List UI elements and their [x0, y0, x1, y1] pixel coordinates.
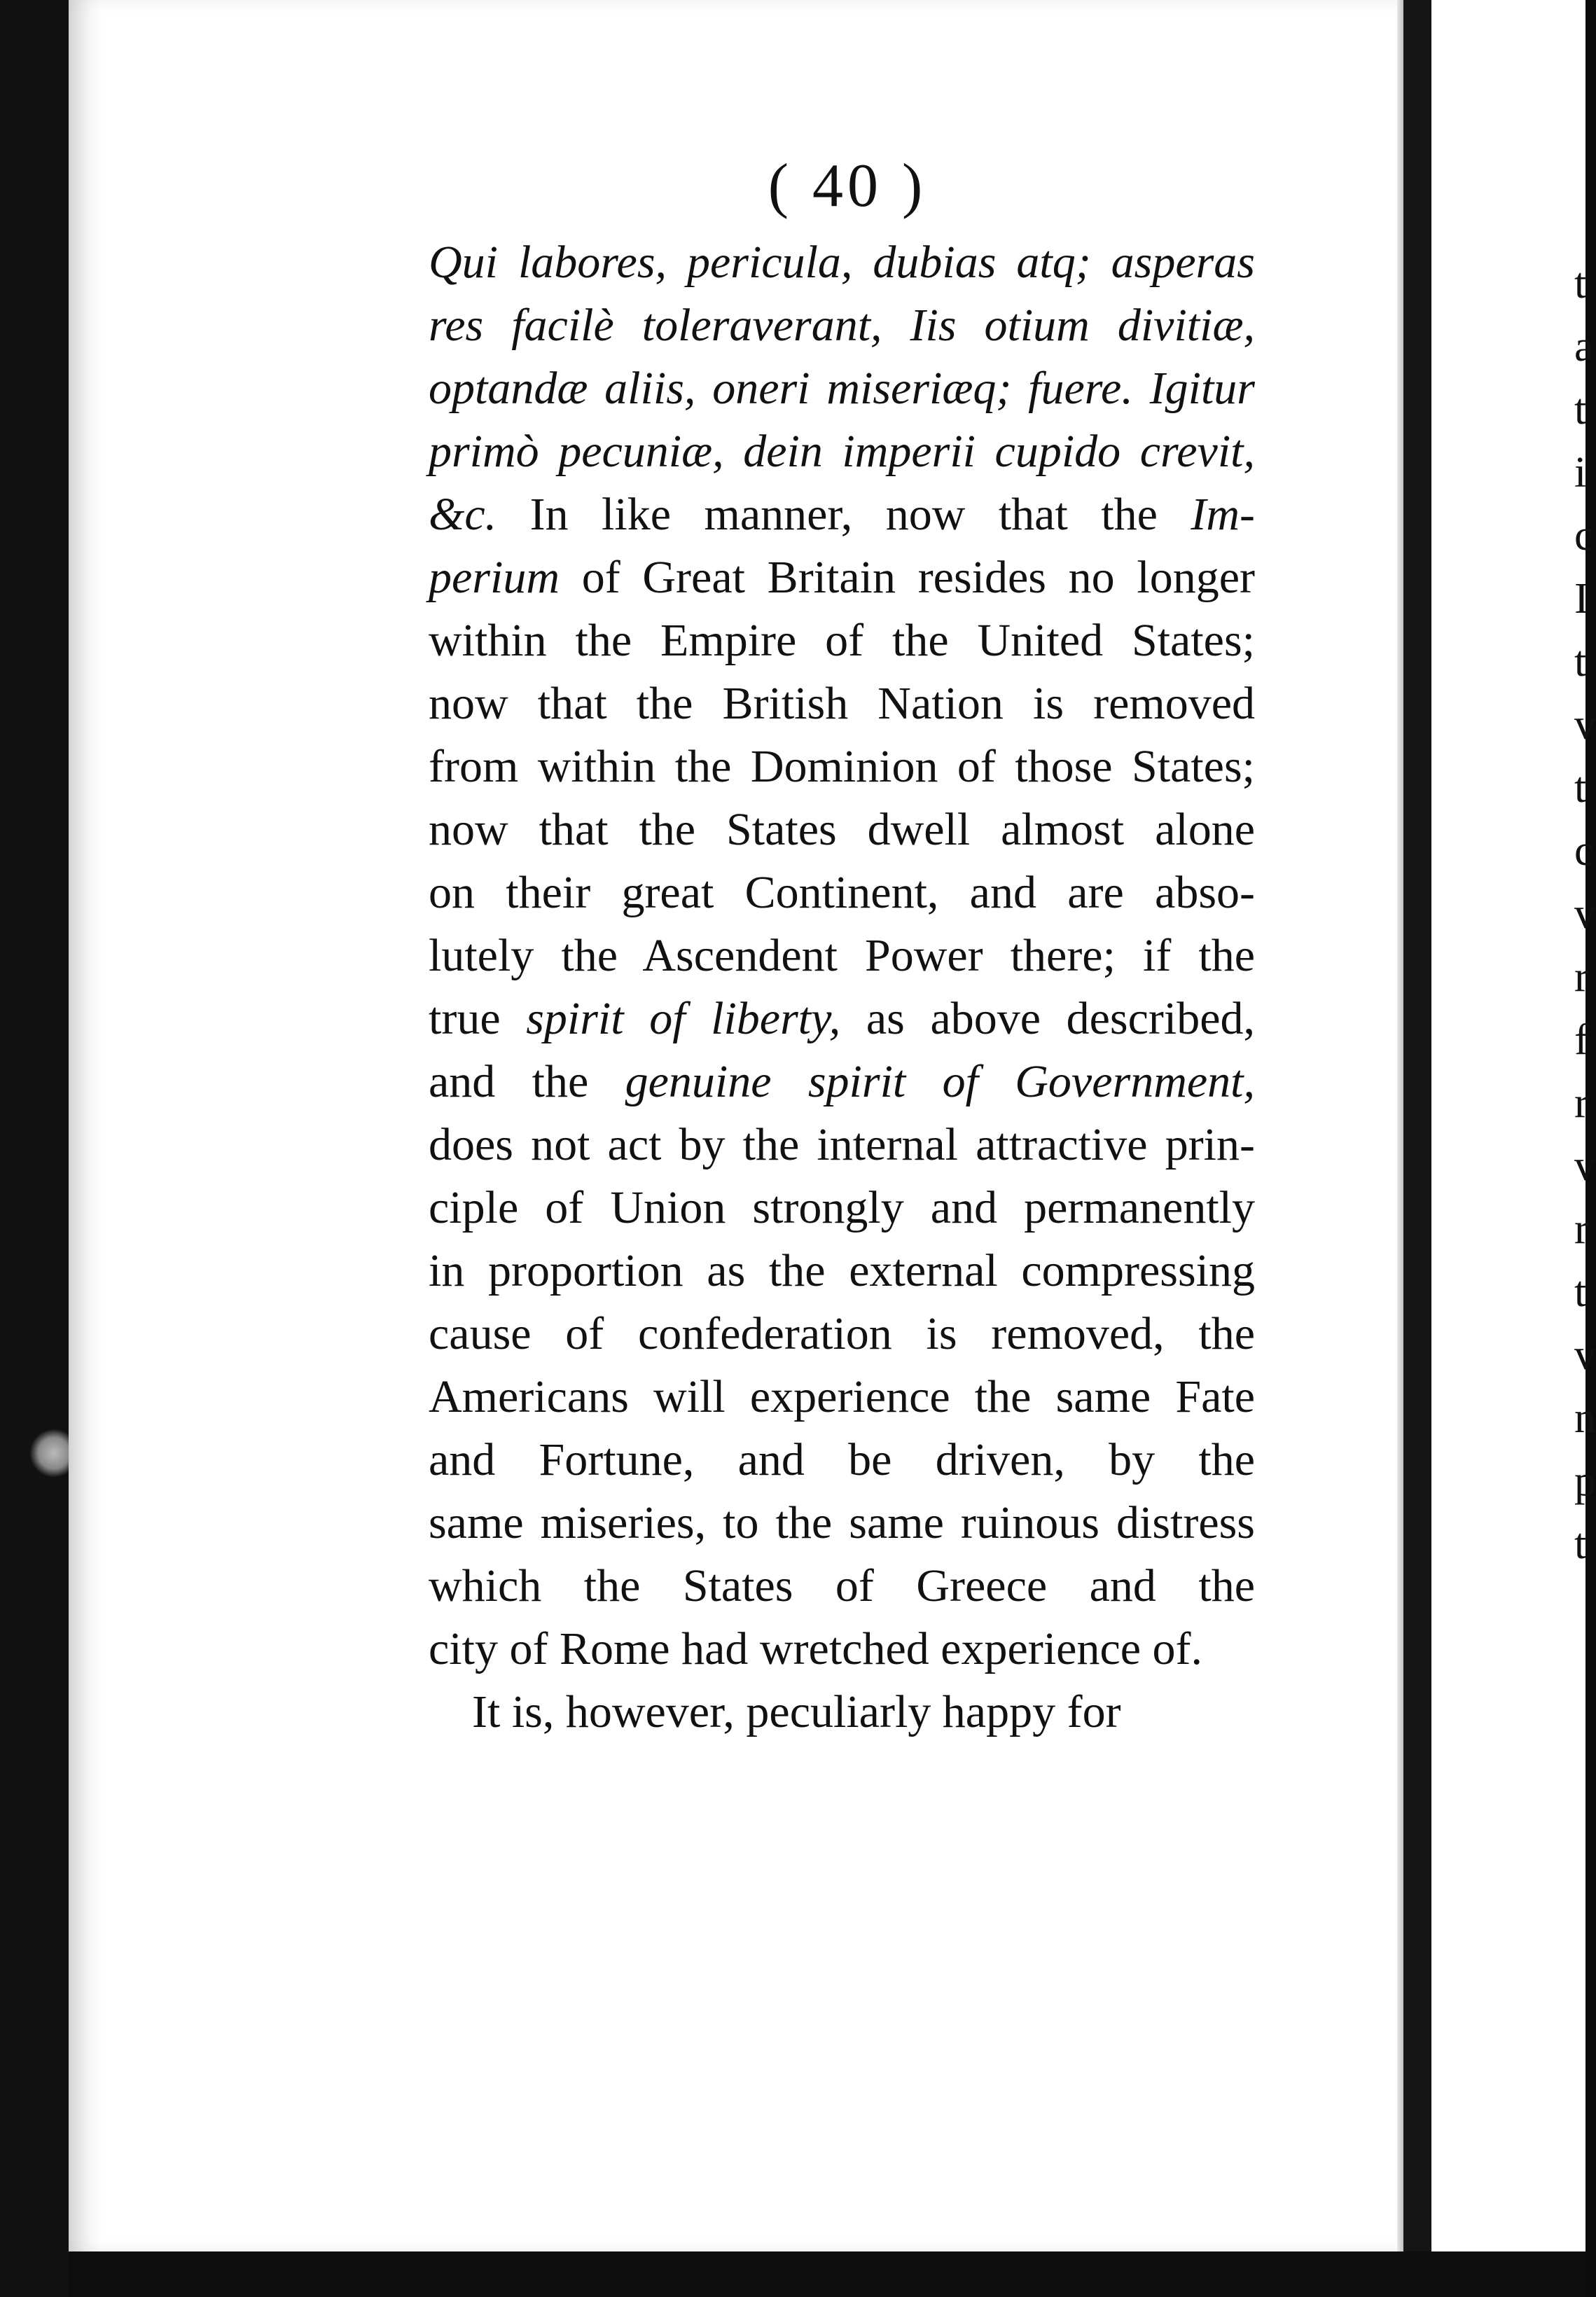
text-line [429, 798, 1255, 861]
text-segment: of Great Britain resides no longer [559, 552, 1255, 603]
page-number: ( 40 ) [768, 152, 927, 220]
text-segment: from within the Dominion of those States; [429, 741, 1255, 792]
adjacent-page-letter: v [1574, 1331, 1596, 1379]
text-segment: city of Rome had wretched experience of. [429, 1623, 1203, 1674]
italic-text-segment: perium [429, 552, 560, 603]
italic-text-segment: primò pecuniæ, dein imperii cupido crevit, [429, 426, 1255, 477]
text-line [429, 294, 1255, 357]
text-segment: lutely the Ascendent Power there; if the [429, 930, 1255, 981]
adjacent-page-letter: v [1574, 890, 1596, 938]
text-line [429, 1050, 1255, 1113]
text-line [429, 735, 1255, 798]
text-line [429, 609, 1255, 672]
italic-text-segment: Im- [1191, 489, 1255, 540]
text-line [429, 546, 1255, 609]
text-line [429, 1492, 1255, 1555]
text-line [429, 987, 1255, 1050]
book-gutter [1403, 0, 1431, 2297]
adjacent-page-letter: t [1574, 764, 1587, 812]
adjacent-page-letter: r [1574, 953, 1589, 1001]
adjacent-page-letter: a [1574, 323, 1594, 370]
italic-text-segment: optandæ aliis, oneri miseriæq; fuere. Igitur [429, 363, 1255, 414]
text-segment: cause of confederation is removed, the [429, 1308, 1255, 1359]
text-segment: ciple of Union strongly and permanently [429, 1182, 1255, 1233]
adjacent-page-letter: t [1574, 1268, 1587, 1316]
adjacent-page-letter: v [1574, 701, 1596, 749]
italic-text-segment: &c. [429, 489, 497, 540]
text-segment: as above described, [840, 993, 1256, 1044]
adjacent-page-letter: n [1574, 1394, 1596, 1442]
text-line [429, 1177, 1255, 1240]
text-segment: now that the States dwell almost alone [429, 804, 1255, 855]
text-segment: It is, however, peculiarly happy for [472, 1686, 1121, 1737]
text-segment: which the States of Greece and the [429, 1560, 1255, 1611]
italic-text-segment: Qui labores, pericula, dubias atq; asperas [429, 237, 1255, 288]
text-line [429, 231, 1255, 294]
text-segment: same miseries, to the same ruinous distress [429, 1497, 1255, 1548]
text-segment: within the Empire of the United States; [429, 615, 1255, 666]
italic-text-segment: genuine spirit of Government, [625, 1056, 1255, 1107]
text-line [429, 1555, 1255, 1618]
text-line [429, 1366, 1255, 1429]
text-line [429, 672, 1255, 735]
adjacent-page-letter: v [1574, 1142, 1596, 1190]
adjacent-page-letter: t [1574, 260, 1587, 307]
italic-text-segment: spirit of liberty, [526, 993, 841, 1044]
text-line [429, 357, 1255, 420]
text-line [429, 1240, 1255, 1303]
text-line [429, 483, 1255, 546]
text-line [429, 1618, 1255, 1681]
text-segment: on their great Continent, and are abso- [429, 867, 1255, 918]
text-line [429, 1113, 1255, 1177]
text-segment: true [429, 993, 527, 1044]
text-line [429, 420, 1255, 483]
text-line [429, 1303, 1255, 1366]
adjacent-page-letter: c [1574, 827, 1594, 875]
adjacent-page-letter: t [1574, 1520, 1587, 1568]
adjacent-page-letter: I [1574, 575, 1589, 623]
scanner-edge-left [0, 0, 69, 2297]
adjacent-page-letter: i [1574, 449, 1587, 497]
text-segment: in proportion as the external compressing [429, 1245, 1255, 1296]
text-segment: and the [429, 1056, 625, 1107]
text-segment: and Fortune, and be driven, by the [429, 1434, 1255, 1485]
text-line [429, 924, 1255, 987]
adjacent-page-letter: p [1574, 1457, 1596, 1505]
adjacent-page-letter: r [1574, 1205, 1589, 1253]
text-segment: In like manner, now that the [497, 489, 1191, 540]
text-segment: now that the British Nation is removed [429, 678, 1255, 729]
scanner-edge-bottom [69, 2251, 1585, 2297]
text-segment: does not act by the internal attractive prin- [429, 1119, 1255, 1170]
adjacent-page-letter: c [1574, 512, 1594, 560]
text-line [429, 1681, 1255, 1744]
adjacent-page-letter: t [1574, 386, 1587, 433]
adjacent-page-letter: f [1574, 1016, 1589, 1064]
adjacent-page-letter: t [1574, 638, 1587, 686]
adjacent-page [1431, 0, 1596, 2297]
body-text [429, 231, 1255, 1744]
italic-text-segment: res facilè toleraverant, Iis otium divitiæ, [429, 300, 1255, 351]
adjacent-page-letters [1574, 252, 1596, 1576]
text-segment: Americans will experience the same Fate [429, 1371, 1255, 1422]
text-line [429, 1429, 1255, 1492]
text-line [429, 861, 1255, 924]
adjacent-page-letter: r [1574, 1079, 1589, 1127]
